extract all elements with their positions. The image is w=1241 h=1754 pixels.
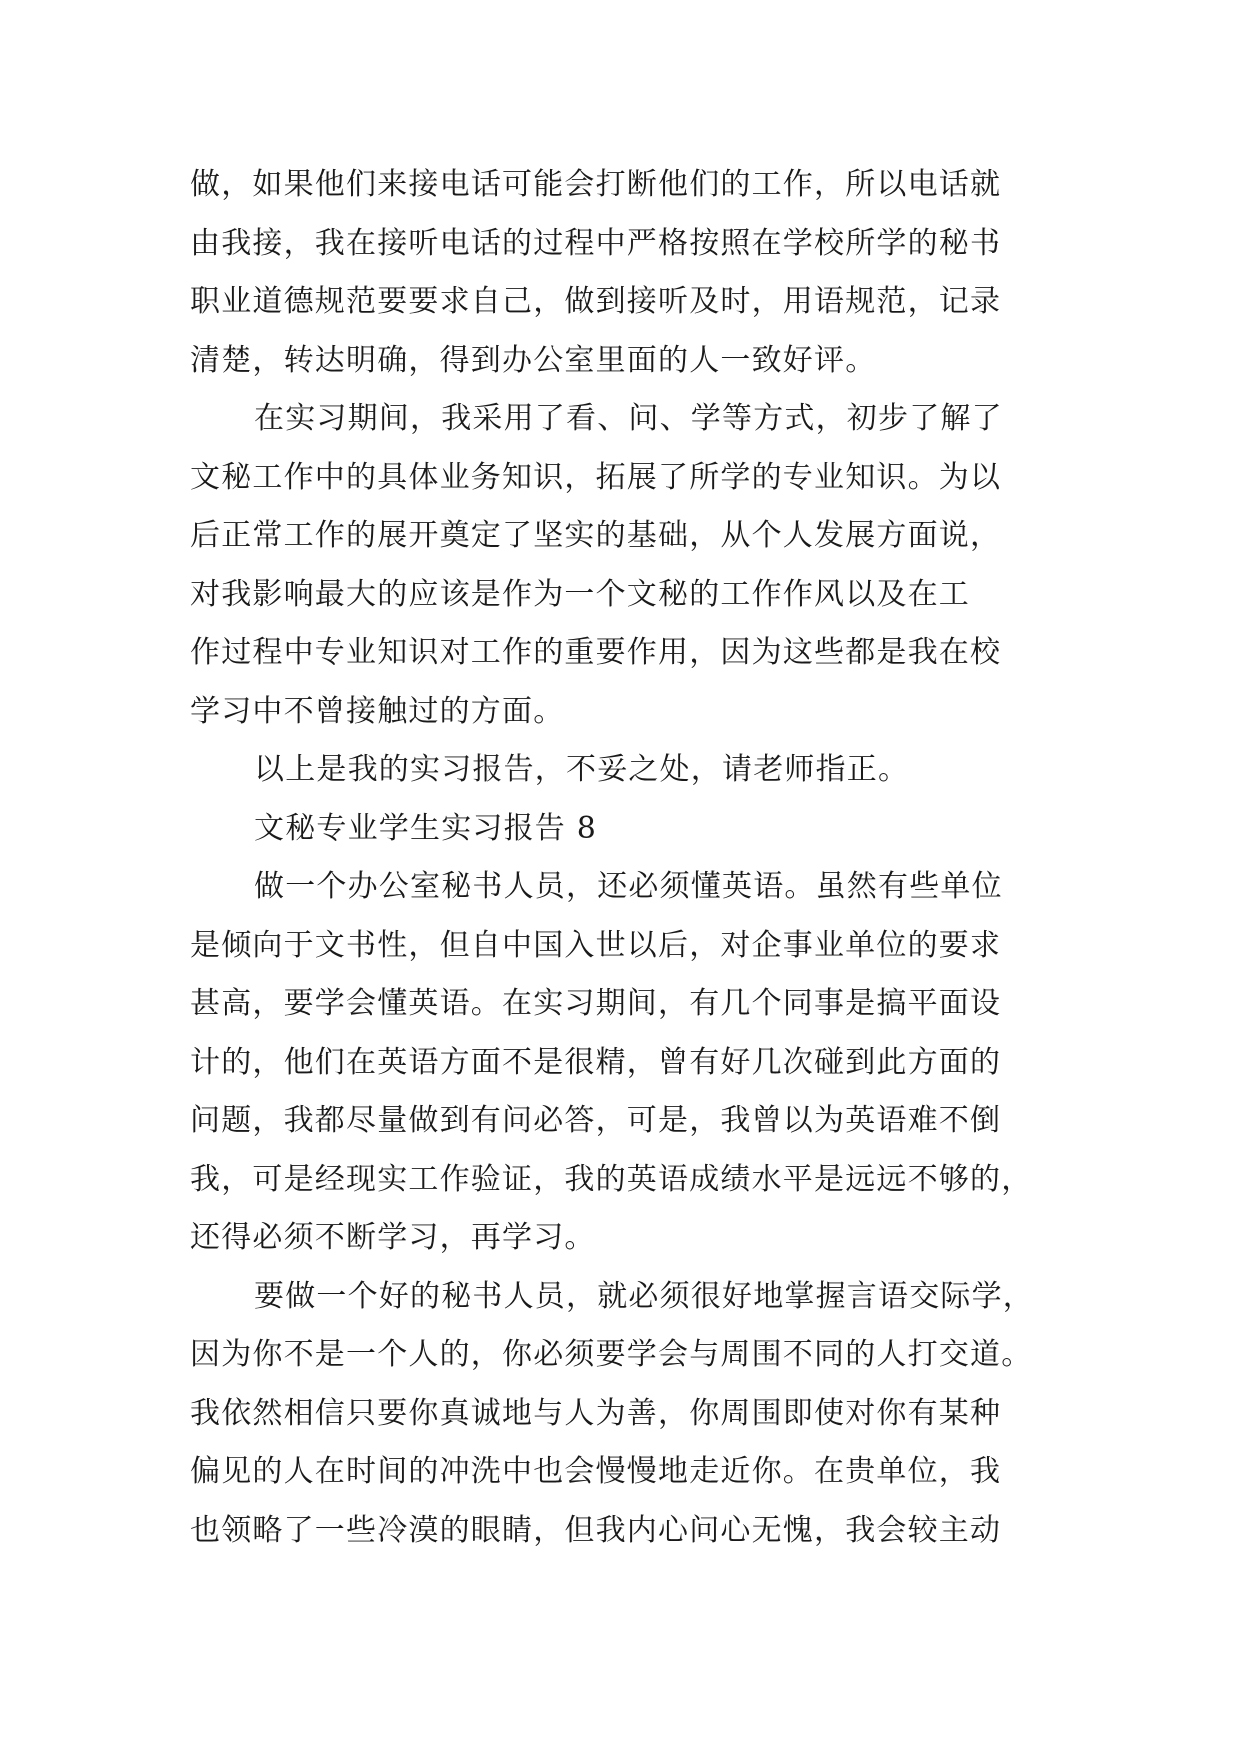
text-line: 因为你不是一个人的，你必须要学会与周围不同的人打交道。 bbox=[190, 1337, 1033, 1372]
text-line: 学习中不曾接触过的方面。 bbox=[190, 693, 565, 729]
text-line: 也领略了一些冷漠的眼睛，但我内心问心无愧，我会较主动 bbox=[190, 1512, 1002, 1548]
text-line: 作过程中专业知识对工作的重要作用，因为这些都是我在校 bbox=[190, 635, 1002, 670]
text-line: 后正常工作的展开奠定了坚实的基础，从个人发展方面说， bbox=[190, 518, 1002, 553]
text-line: 是倾向于文书性，但自中国入世以后，对企事业单位的要求 bbox=[190, 927, 1002, 963]
section-heading: 文秘专业学生实习报告 8 bbox=[254, 810, 598, 846]
text-line: 文秘工作中的具体业务知识，拓展了所学的专业知识。为以 bbox=[190, 459, 1002, 495]
text-line: 我依然相信只要你真诚地与人为善，你周围即使对你有某种 bbox=[190, 1395, 1002, 1431]
text-line: 做，如果他们来接电话可能会打断他们的工作，所以电话就 bbox=[190, 167, 1002, 202]
text-line: 在实习期间，我采用了看、问、学等方式，初步了解了 bbox=[254, 401, 1003, 436]
text-line: 职业道德规范要要求自己，做到接听及时，用语规范，记录 bbox=[190, 284, 1002, 319]
text-line: 以上是我的实习报告，不妥之处，请老师指正。 bbox=[254, 752, 910, 787]
text-line: 做一个办公室秘书人员，还必须懂英语。虽然有些单位 bbox=[254, 869, 1003, 904]
text-line: 甚高，要学会懂英语。在实习期间，有几个同事是搞平面设 bbox=[190, 986, 1002, 1021]
document-body bbox=[190, 156, 1050, 1560]
text-line: 还得必须不断学习，再学习。 bbox=[190, 1220, 596, 1255]
text-line: 问题，我都尽量做到有问必答，可是，我曾以为英语难不倒 bbox=[190, 1103, 1002, 1138]
text-line: 由我接，我在接听电话的过程中严格按照在学校所学的秘书 bbox=[190, 225, 1002, 261]
text-line: 对我影响最大的应该是作为一个文秘的工作作风以及在工 bbox=[190, 576, 970, 612]
text-line: 计的，他们在英语方面不是很精，曾有好几次碰到此方面的 bbox=[190, 1044, 1002, 1080]
text-line: 我，可是经现实工作验证，我的英语成绩水平是远远不够的， bbox=[190, 1161, 1033, 1197]
text-line: 偏见的人在时间的冲洗中也会慢慢地走近你。在贵单位，我 bbox=[190, 1454, 1002, 1489]
text-line: 清楚，转达明确，得到办公室里面的人一致好评。 bbox=[190, 342, 877, 378]
text-line: 要做一个好的秘书人员，就必须很好地掌握言语交际学， bbox=[254, 1278, 1034, 1314]
